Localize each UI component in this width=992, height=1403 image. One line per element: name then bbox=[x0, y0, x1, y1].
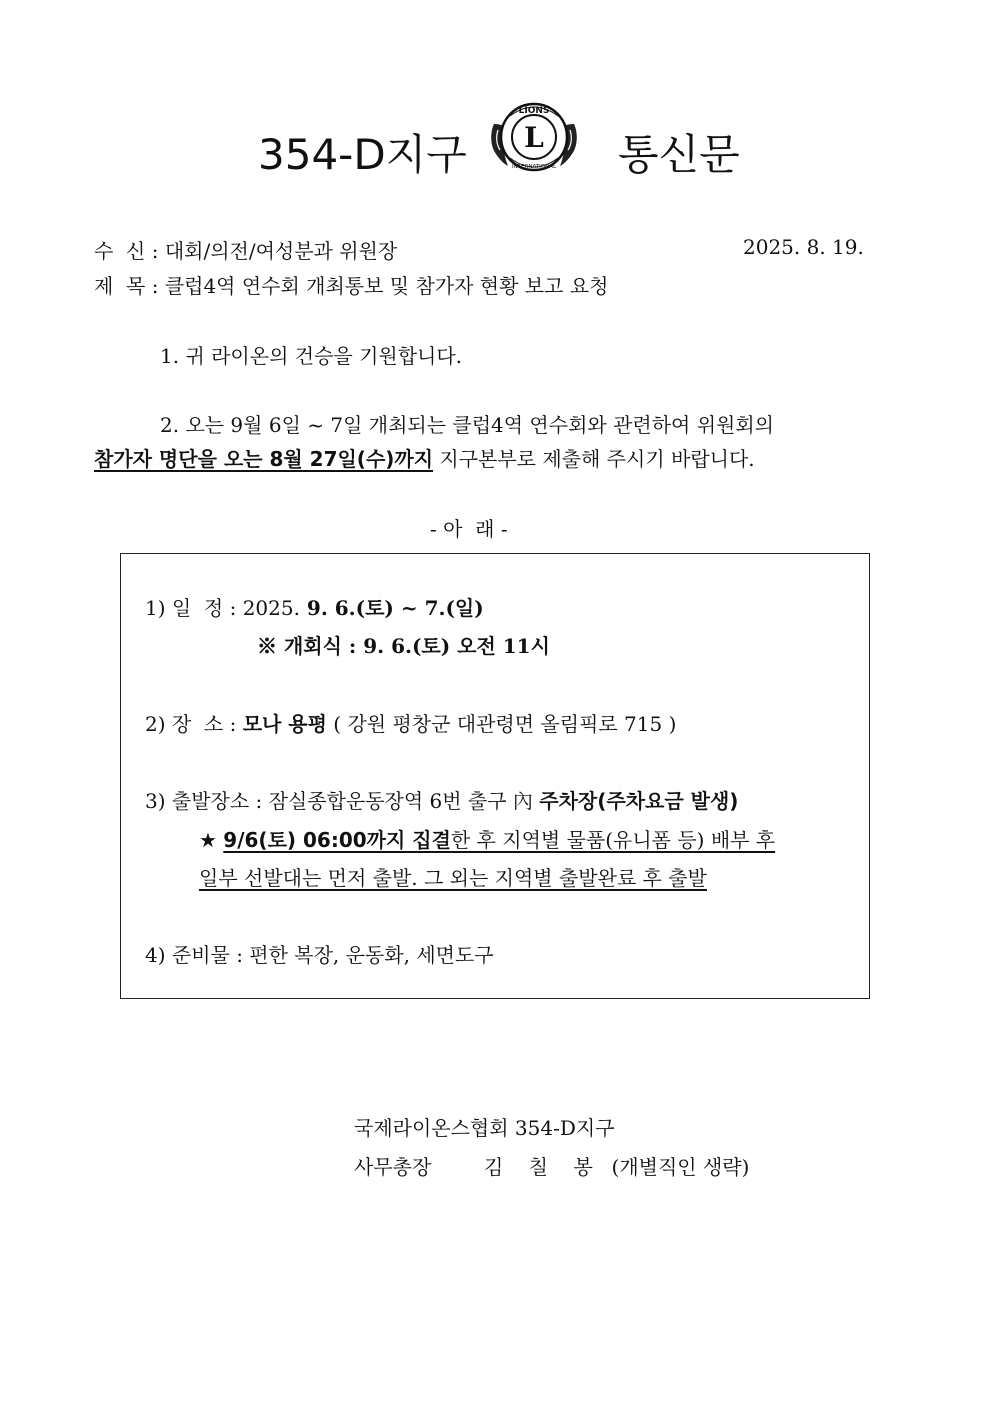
departure-label: 3) 출발장소 : 잠실종합운동장역 6번 출구 內 bbox=[145, 789, 540, 813]
schedule-line bbox=[145, 592, 484, 621]
venue-address: ( 강원 평창군 대관령면 올림픽로 715 ) bbox=[326, 712, 677, 736]
schedule-label: 1) 일 정 : 2025. bbox=[145, 596, 300, 620]
paragraph-1: 1. 귀 라이온의 건승을 기원합니다. bbox=[160, 344, 463, 368]
logo-top-text: LIONS bbox=[518, 106, 550, 116]
signature-line bbox=[354, 1151, 749, 1180]
departure-parking: 주차장(주차요금 발생) bbox=[539, 789, 739, 813]
opening-ceremony: ※ 개회식 : 9. 6.(토) 오전 11시 bbox=[257, 634, 550, 658]
supplies-line: 4) 준비물 : 편한 복장, 운동화, 세면도구 bbox=[145, 943, 494, 967]
notice-heading: - 아 래 - bbox=[430, 517, 508, 541]
position-title: 사무총장 bbox=[354, 1155, 432, 1179]
document-date: 2025. 8. 19. bbox=[743, 235, 864, 259]
schedule-value: 9. 6.(토) ~ 7.(일) bbox=[299, 596, 484, 620]
logo-bottom-text: INTERNATIONAL bbox=[511, 164, 557, 170]
gathering-time: 9/6(토) 06:00까지 집결 bbox=[223, 828, 451, 852]
subject-value: 클럽4역 연수회 개최통보 및 참가자 현황 보고 요청 bbox=[164, 274, 609, 298]
district-title: 354-D지구 bbox=[258, 130, 467, 179]
paragraph-2-rest: 지구본부로 제출해 주시기 바랍니다. bbox=[433, 447, 755, 471]
venue-line bbox=[145, 708, 676, 737]
departure-note-line-2: 일부 선발대는 먼저 출발. 그 외는 지역별 출발완료 후 출발 bbox=[199, 866, 707, 890]
logo-letter: L bbox=[524, 121, 544, 154]
subject-line bbox=[94, 270, 608, 299]
organization-name: 국제라이온스협회 354-D지구 bbox=[354, 1116, 615, 1140]
recipient-value: 대회/의전/여성분과 위원장 bbox=[164, 239, 398, 263]
doc-type-title: 통신문 bbox=[618, 130, 740, 179]
departure-note-line-1 bbox=[199, 824, 775, 853]
subject-label: 제 목 : bbox=[94, 274, 159, 298]
venue-name: 모나 용평 bbox=[242, 712, 327, 736]
details-box bbox=[120, 553, 870, 999]
lions-logo-icon bbox=[488, 94, 580, 180]
departure-line bbox=[145, 785, 738, 814]
recipient-label: 수 신 : bbox=[94, 239, 159, 263]
secretary-name: 김 칠 봉 bbox=[484, 1155, 593, 1179]
paragraph-2-line-1: 2. 오는 9월 6일 ~ 7일 개최되는 클럽4역 연수회와 관련하여 위원회의 bbox=[160, 413, 774, 437]
star-icon: ★ bbox=[199, 828, 224, 852]
recipient-line bbox=[94, 235, 397, 264]
seal-note: (개별직인 생략) bbox=[611, 1155, 750, 1179]
deadline-emphasis: 참가자 명단을 오는 8월 27일(수)까지 bbox=[94, 447, 434, 471]
departure-note-rest: 한 후 지역별 물품(유니폼 등) 배부 후 bbox=[450, 828, 776, 852]
paragraph-2-line-2 bbox=[94, 443, 755, 472]
venue-label: 2) 장 소 : bbox=[145, 712, 243, 736]
